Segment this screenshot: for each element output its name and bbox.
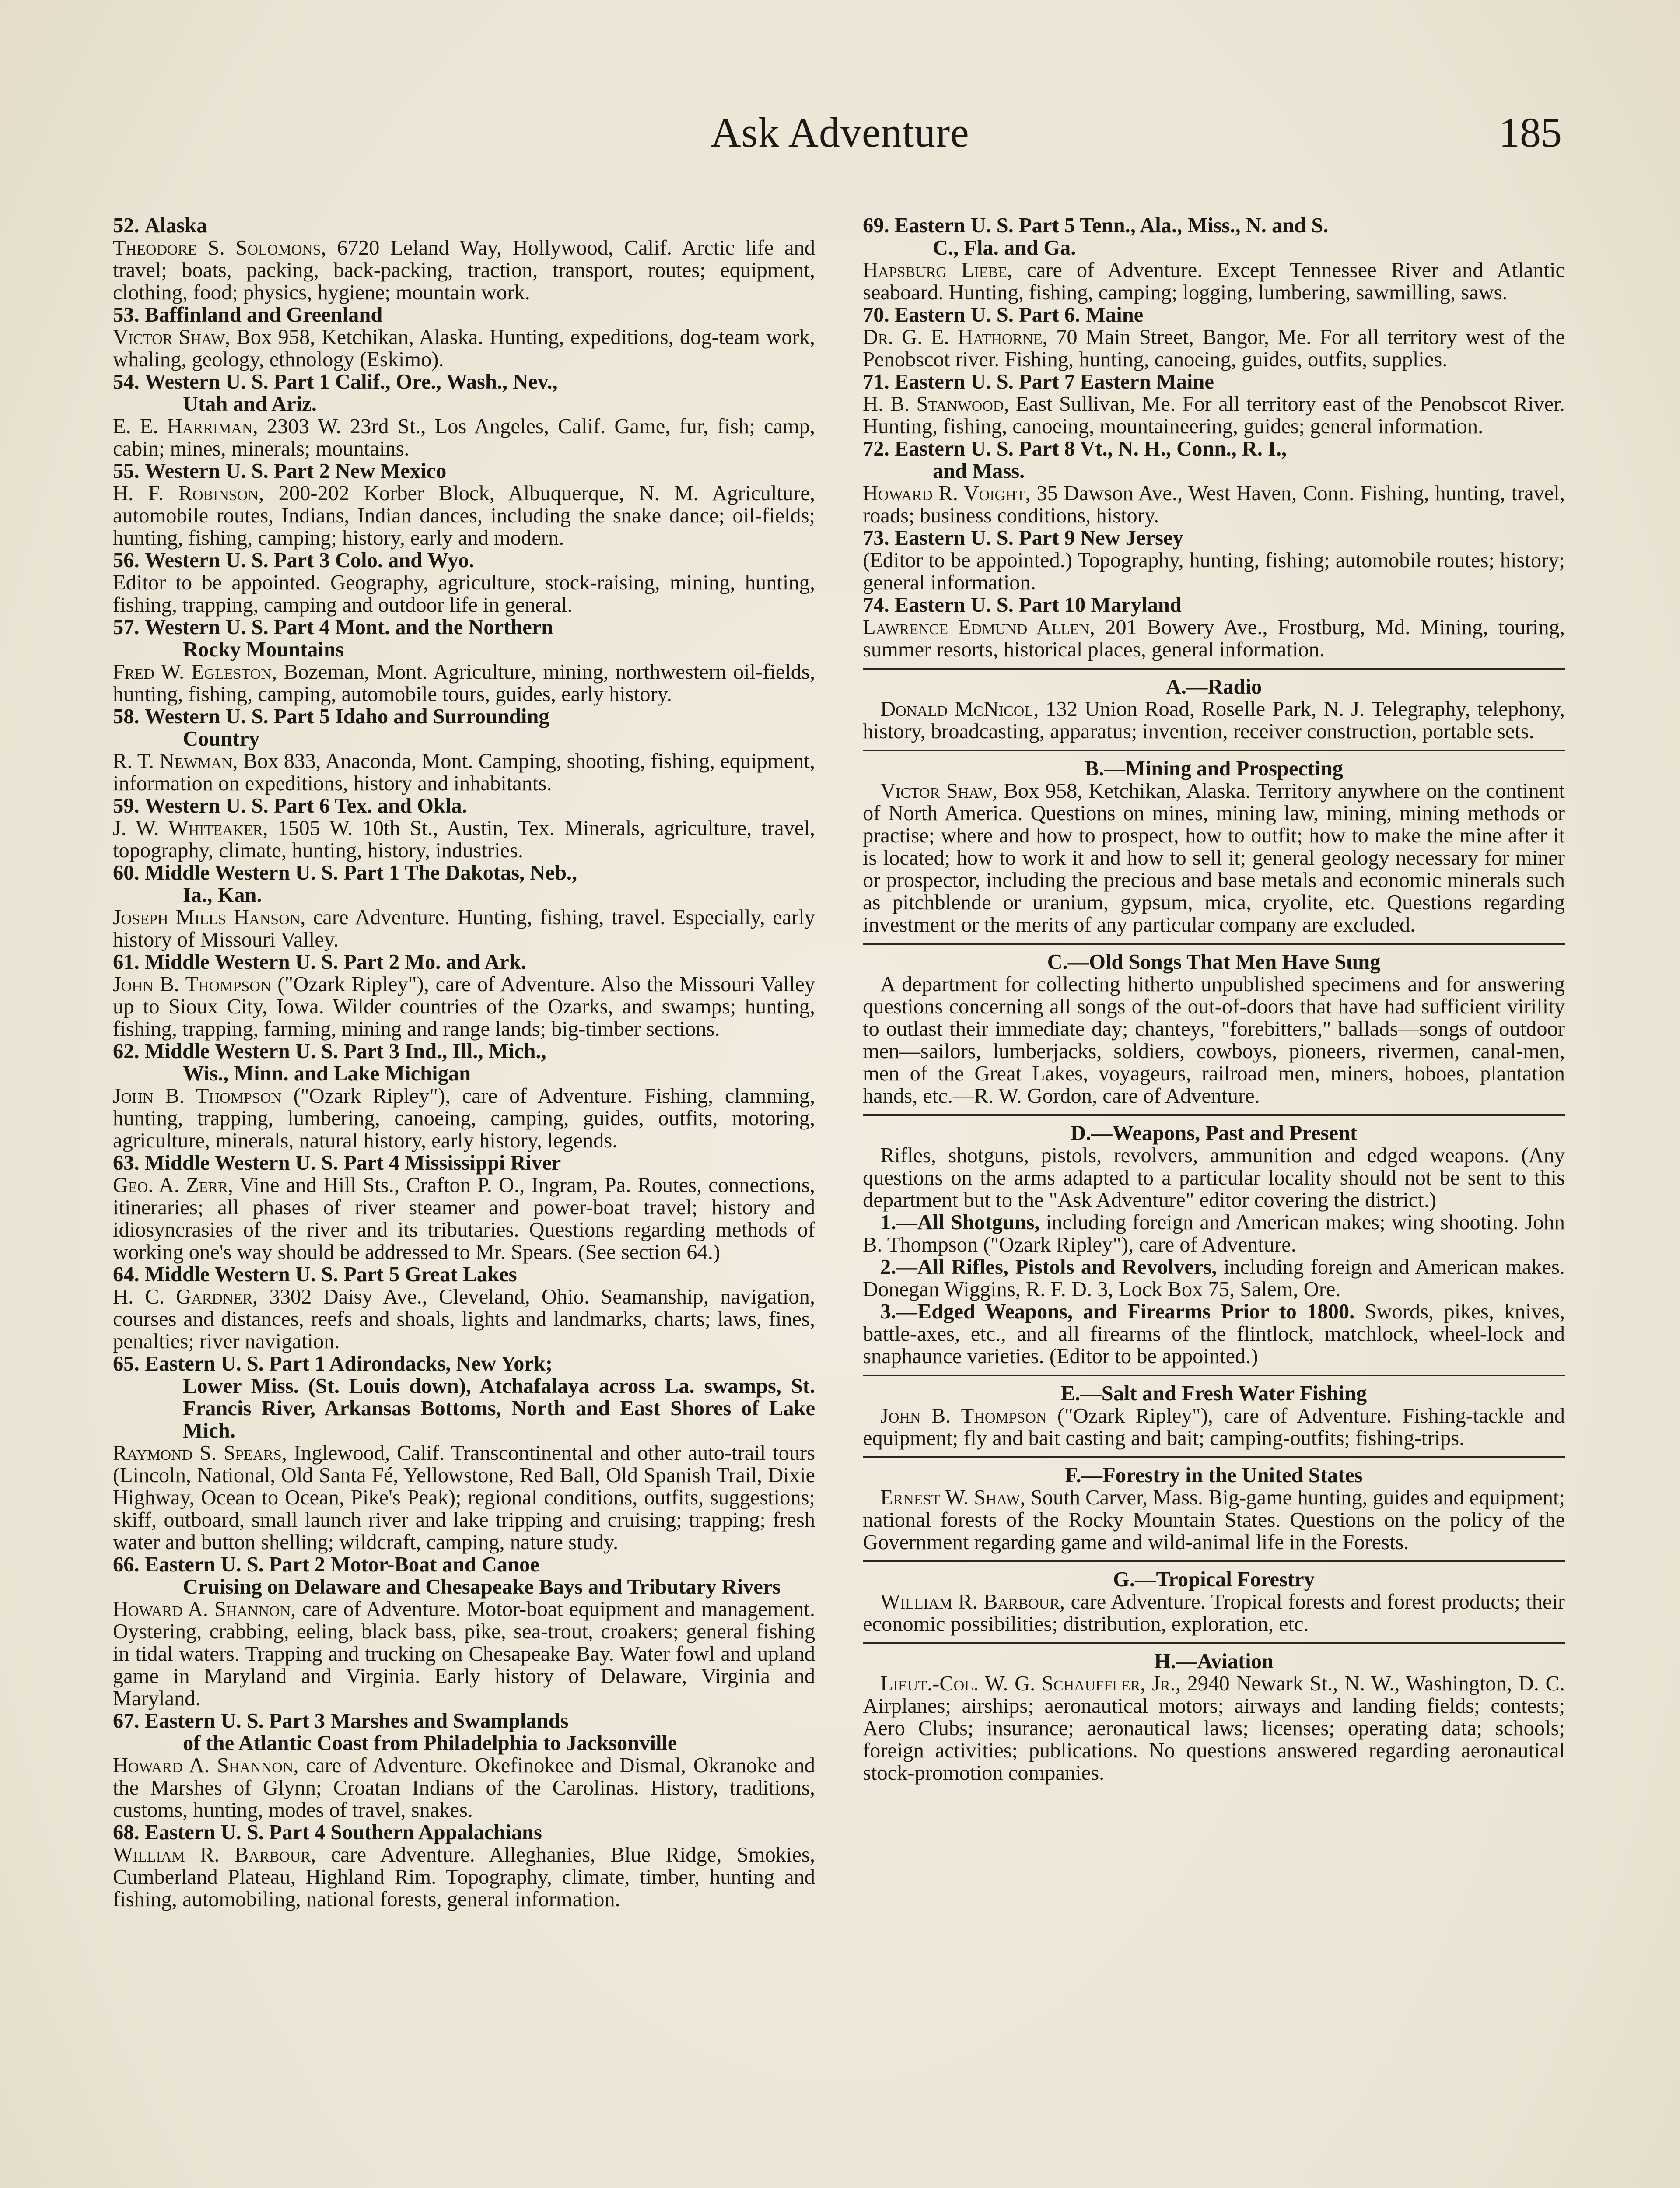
entry-person: Dr. G. E. Hathorne, bbox=[863, 326, 1048, 349]
entry-person: Lawrence Edmund Allen, bbox=[863, 616, 1095, 639]
entry bbox=[113, 1821, 815, 1911]
entry-text: 70 Main Street, Bangor, Me. For all territory west of the Penobscot river. Fishing, hunting, canoeing, guides, outfits, supplies. bbox=[863, 326, 1565, 371]
entry-number: 56. bbox=[113, 549, 140, 572]
entry-body bbox=[113, 415, 815, 460]
department-person: Ernest W. Shaw, bbox=[880, 1486, 1026, 1509]
entry-heading: Eastern U. S. Part 10 Maryland bbox=[894, 593, 1182, 617]
entry-heading: Eastern U. S. Part 1 Adirondacks, New York; bbox=[144, 1352, 553, 1375]
entry-number: 65. bbox=[113, 1352, 140, 1375]
entry-person: Victor Shaw, bbox=[113, 326, 231, 349]
entry-person: H. C. Gardner, bbox=[113, 1285, 258, 1308]
department-text: Rifles, shotguns, pistols, revolvers, ammunition and edged weapons. (Any questions on the arms adapted to a particular locality should not be sent to this department but to the "Ask Adventure" editor covering the district.) bbox=[863, 1144, 1565, 1212]
entry-body bbox=[863, 482, 1565, 527]
entry-person: Geo. A. Zerr, bbox=[113, 1174, 233, 1197]
entry bbox=[113, 371, 815, 460]
subsection-heading: 1.—All Shotguns, bbox=[880, 1211, 1040, 1234]
department-text: 132 Union Road, Roselle Park, N. J. Telegraphy, telephony, history, broadcasting, apparatus; invention, receiver construction, portable sets. bbox=[863, 698, 1565, 743]
entry-heading: Western U. S. Part 5 Idaho and Surrounding bbox=[144, 705, 550, 728]
entry-heading: Middle Western U. S. Part 1 The Dakotas, Neb., bbox=[144, 861, 578, 884]
entry-heading: Eastern U. S. Part 2 Motor-Boat and Canoe bbox=[144, 1553, 539, 1576]
entry-heading: Eastern U. S. Part 7 Eastern Maine bbox=[894, 370, 1214, 393]
entry-heading: Middle Western U. S. Part 4 Mississippi River bbox=[144, 1151, 561, 1175]
entry-body bbox=[113, 326, 815, 371]
section-divider bbox=[863, 1375, 1565, 1376]
left-column bbox=[113, 214, 815, 1911]
entry bbox=[113, 214, 815, 304]
section-divider bbox=[863, 1456, 1565, 1458]
entry-text: Vine and Hill Sts., Crafton P. O., Ingram, Pa. Routes, connections, itineraries; all phases of river steamer and power-boat travel; history and idiosyncrasies of the river and its tributaries. Questions regarding methods of working one's way should be addressed to Mr. Spears. (See section 64.) bbox=[113, 1174, 816, 1264]
entry bbox=[113, 795, 815, 862]
entry-text: Inglewood, Calif. Transcontinental and other auto-trail tours (Lincoln, National, Old Santa Fé, Yellowstone, Red Ball, Old Spanish Trail, Dixie Highway, Ocean to Ocean, Pike's Peak); regional conditions, outfits, suggestions; skiff, outboard, small launch river and lake tripping and cruising; trapping; fresh water and button shelling; wildcraft, camping, nature study. bbox=[113, 1441, 816, 1554]
department-text: A department for collecting hitherto unpublished specimens and for answering questions concerning all songs of the out-of-doors that have had sufficient virility to outlast their immediate day; chanteys, "forebitters," ballads—songs of outdoor men—sailors, lumberjacks, soldiers, cowboys, pioneers, rivermen, canal-men, men of the Great Lakes, voyageurs, railroad men, miners, hoboes, plantation hands, etc.—R. W. Gordon, care of Adventure. bbox=[863, 973, 1565, 1108]
entry-person: Raymond S. Spears, bbox=[113, 1441, 287, 1465]
entry-text: care of Adventure. Except Tennessee River and Atlantic seaboard. Hunting, fishing, camping; logging, lumbering, sawmilling, saws. bbox=[863, 259, 1565, 304]
entry-subheading: Ia., Kan. bbox=[183, 884, 262, 907]
entry-subheading: C., Fla. and Ga. bbox=[933, 236, 1076, 259]
entry-text: care Adventure. Hunting, fishing, travel. Especially, early history of Missouri Valley. bbox=[113, 906, 816, 951]
entry-heading: Eastern U. S. Part 9 New Jersey bbox=[894, 526, 1183, 550]
department-body bbox=[863, 1673, 1565, 1784]
entry-number: 74. bbox=[863, 593, 889, 617]
entry bbox=[113, 304, 815, 371]
department-aviation bbox=[863, 1642, 1565, 1784]
entry-heading: Western U. S. Part 1 Calif., Ore., Wash., Nev., bbox=[144, 370, 558, 393]
entry-number: 52. bbox=[113, 214, 140, 237]
entry-text: East Sullivan, Me. For all territory east of the Penobscot River. Hunting, fishing, canoeing, mountaineering, guides; general information. bbox=[863, 393, 1565, 438]
entry bbox=[113, 1553, 815, 1710]
entry-body bbox=[113, 1754, 815, 1821]
entry-heading: Eastern U. S. Part 8 Vt., N. H., Conn., R. I., bbox=[894, 437, 1287, 460]
entry-text: care of Adventure. Okefinokee and Dismal, Okranoke and the Marshes of Glynn; Croatan Indians of the Carolinas. History, traditions, customs, hunting, modes of travel, snakes. bbox=[113, 1754, 815, 1822]
entry-text: ("Ozark Ripley"), care of Adventure. Fishing, clamming, hunting, trapping, lumbering, canoeing, camping, guides, outfits, motoring, agriculture, minerals, natural history, early history, legends. bbox=[113, 1084, 815, 1152]
entry-heading: Eastern U. S. Part 4 Southern Appalachians bbox=[144, 1821, 542, 1844]
entry-number: 70. bbox=[863, 303, 889, 326]
entry-text: ("Ozark Ripley"), care of Adventure. Also the Missouri Valley up to Sioux City, Iowa. Wilder countries of the Ozarks, and swamps; hunting, fishing, trapping, farming, mining and range lands; big-timber sections. bbox=[113, 973, 816, 1041]
entry-heading: Middle Western U. S. Part 2 Mo. and Ark. bbox=[144, 950, 526, 974]
entry-number: 67. bbox=[113, 1709, 140, 1732]
department-radio bbox=[863, 668, 1565, 743]
entry-text: 1505 W. 10th St., Austin, Tex. Minerals, agriculture, travel, topography, climate, hunting, history, industries. bbox=[113, 817, 816, 862]
department-body bbox=[863, 1144, 1565, 1211]
entry bbox=[113, 951, 815, 1040]
department-mining bbox=[863, 750, 1565, 936]
entry-body bbox=[863, 259, 1565, 304]
entry-text: 3302 Daisy Ave., Cleveland, Ohio. Seamanship, navigation, courses and distances, reefs and shoals, lights and landmarks, charts; laws, fines, penalties; river navigation. bbox=[113, 1285, 816, 1353]
entry-text: care Adventure. Alleghanies, Blue Ridge, Smokies, Cumberland Plateau, Highland Rim. Topography, climate, timber, hunting and fishing, automobiling, national forests, general information. bbox=[113, 1843, 816, 1911]
entry-text: Editor to be appointed. Geography, agriculture, stock-raising, mining, hunting, fishing, trapping, camping and outdoor life in general. bbox=[113, 571, 815, 617]
department-weapons bbox=[863, 1114, 1565, 1368]
department-text: Box 958, Ketchikan, Alaska. Territory anywhere on the continent of North America. Questions on mines, mining law, mining, mining methods or practise; where and how to prospect, how to outfit; how to make the mine after it is located; how to work it and how to sell it; general geology necessary for miner or prospector, including the precious and base metals and economic minerals such as pitchblende or uranium, gypsum, mica, cryolite, etc. Questions regarding investment or the merits of any particular company are excluded. bbox=[863, 779, 1565, 936]
entry bbox=[113, 616, 815, 705]
department-person: Donald McNicol, bbox=[880, 698, 1039, 721]
entry bbox=[113, 460, 815, 549]
entry-person: Howard A. Shannon, bbox=[113, 1598, 296, 1621]
entry-number: 61. bbox=[113, 950, 140, 974]
entry-number: 59. bbox=[113, 794, 140, 817]
entry-number: 58. bbox=[113, 705, 140, 728]
entry-person: Fred W. Egleston, bbox=[113, 660, 277, 684]
entry-body bbox=[113, 1174, 815, 1263]
entry-text: 200-202 Korber Block, Albuquerque, N. M. Agriculture, automobile routes, Indians, Indian dances, including the snake dance; oil-fields; hunting, fishing, camping; history, early and modern. bbox=[113, 482, 815, 550]
entry-heading: Western U. S. Part 4 Mont. and the Northern bbox=[144, 616, 553, 639]
department-title: F.—Forestry in the United States bbox=[1065, 1464, 1363, 1487]
entry bbox=[113, 549, 815, 616]
entry-body bbox=[113, 1085, 815, 1152]
entry-person: John B. Thompson bbox=[113, 1084, 282, 1108]
entry bbox=[113, 1152, 815, 1263]
entry-heading: Western U. S. Part 3 Colo. and Wyo. bbox=[144, 549, 474, 572]
entry-body bbox=[113, 750, 815, 795]
entry-text: Box 833, Anaconda, Mont. Camping, shooting, fishing, equipment, information on expeditions, history and inhabitants. bbox=[113, 750, 815, 795]
entry-text: 35 Dawson Ave., West Haven, Conn. Fishing, hunting, travel, roads; business conditions, history. bbox=[863, 482, 1565, 527]
department-fishing bbox=[863, 1375, 1565, 1449]
department-title: B.—Mining and Prospecting bbox=[1085, 757, 1343, 780]
department-body bbox=[863, 1591, 1565, 1635]
weapons-subsection bbox=[863, 1211, 1565, 1256]
entry-subheading: Utah and Ariz. bbox=[183, 393, 317, 416]
department-person: William R. Barbour, bbox=[880, 1590, 1065, 1613]
entry bbox=[113, 1040, 815, 1152]
entry-heading: Baffinland and Greenland bbox=[144, 303, 383, 326]
entry-text: 2303 W. 23rd St., Los Angeles, Calif. Game, fur, fish; camp, cabin; mines, minerals; mountains. bbox=[113, 415, 815, 460]
entry-body bbox=[113, 482, 815, 549]
entry-number: 60. bbox=[113, 861, 140, 884]
page-title: Ask Adventure bbox=[710, 109, 970, 156]
entry-number: 68. bbox=[113, 1821, 140, 1844]
department-title: H.—Aviation bbox=[1154, 1650, 1274, 1673]
entry-person: R. T. Newman, bbox=[113, 750, 238, 773]
department-title: D.—Weapons, Past and Present bbox=[1070, 1122, 1358, 1145]
entry-subheading: Rocky Mountains bbox=[183, 638, 344, 661]
entry-subheading: Cruising on Delaware and Chesapeake Bays and Tributary Rivers bbox=[183, 1575, 781, 1599]
department-tropical-forestry bbox=[863, 1560, 1565, 1635]
section-divider bbox=[863, 1642, 1565, 1644]
entry-heading: Western U. S. Part 2 New Mexico bbox=[144, 459, 447, 483]
department-body bbox=[863, 780, 1565, 936]
entry-text: (Editor to be appointed.) Topography, hunting, fishing; automobile routes; history; general information. bbox=[863, 549, 1565, 594]
entry-number: 63. bbox=[113, 1151, 140, 1175]
entry-subheading: Wis., Minn. and Lake Michigan bbox=[183, 1062, 471, 1085]
department-body bbox=[863, 698, 1565, 743]
department-forestry bbox=[863, 1456, 1565, 1553]
entry-body bbox=[113, 817, 815, 862]
entry bbox=[863, 594, 1565, 661]
department-title: G.—Tropical Forestry bbox=[1113, 1568, 1315, 1591]
department-body bbox=[863, 1405, 1565, 1449]
entry-number: 53. bbox=[113, 303, 140, 326]
department-text: South Carver, Mass. Big-game hunting, guides and equipment; national forests of the Rocky Mountain States. Questions on the policy of the Government regarding game and wild-animal life in the Forests. bbox=[863, 1486, 1565, 1554]
entry-number: 73. bbox=[863, 526, 889, 550]
entry bbox=[113, 1263, 815, 1353]
entry bbox=[863, 371, 1565, 438]
right-column bbox=[863, 214, 1565, 1784]
entry-body bbox=[113, 237, 815, 304]
entry-person: J. W. Whiteaker, bbox=[113, 817, 268, 840]
section-divider bbox=[863, 1114, 1565, 1116]
entry-person: H. B. Stanwood, bbox=[863, 393, 1009, 416]
subsection-text: Swords, pikes, knives, battle-axes, etc., and all firearms of the flintlock, matchlock, wheel-lock and snaphaunce varieties. (Editor to be appointed.) bbox=[863, 1300, 1565, 1368]
entry-body bbox=[113, 1442, 815, 1553]
department-person: Lieut.-Col. W. G. Schauffler, Jr., bbox=[880, 1672, 1181, 1695]
entry-number: 64. bbox=[113, 1263, 140, 1286]
entry-person: Howard R. Voight, bbox=[863, 482, 1031, 505]
entry-number: 55. bbox=[113, 459, 140, 483]
entry-number: 57. bbox=[113, 616, 140, 639]
entry-person: Howard A. Shannon, bbox=[113, 1754, 299, 1777]
department-title: C.—Old Songs That Men Have Sung bbox=[1047, 950, 1381, 974]
entry-body bbox=[113, 572, 815, 616]
entry-body bbox=[863, 616, 1565, 661]
entry bbox=[113, 1710, 815, 1821]
department-title: A.—Radio bbox=[1166, 675, 1262, 698]
entry-person: Theodore S. Solomons, bbox=[113, 236, 326, 259]
entry-person: H. F. Robinson, bbox=[113, 482, 264, 505]
section-divider bbox=[863, 943, 1565, 945]
entry-number: 54. bbox=[113, 370, 140, 393]
entry-body bbox=[863, 326, 1565, 371]
page-number: 185 bbox=[1499, 109, 1562, 156]
entry-person: E. E. Harriman, bbox=[113, 415, 258, 438]
section-divider bbox=[863, 1560, 1565, 1562]
entry-heading: Eastern U. S. Part 6. Maine bbox=[894, 303, 1144, 326]
department-text: care Adventure. Tropical forests and forest products; their economic possibilities; distribution, exploration, etc. bbox=[863, 1590, 1565, 1636]
entry-body bbox=[113, 906, 815, 951]
department-person: Victor Shaw, bbox=[880, 779, 998, 803]
entry-heading: Middle Western U. S. Part 3 Ind., Ill., Mich., bbox=[144, 1040, 546, 1063]
entry-text: 6720 Leland Way, Hollywood, Calif. Arctic life and travel; boats, packing, back-packing, traction, transport, routes; equipment, clothing, food; physics, hygiene; mountain work. bbox=[113, 236, 815, 304]
entry-subheading: Country bbox=[183, 727, 260, 750]
section-divider bbox=[863, 750, 1565, 751]
entry-number: 72. bbox=[863, 437, 889, 460]
entry-person: Hapsburg Liebe, bbox=[863, 259, 1013, 282]
entry-person: John B. Thompson bbox=[113, 973, 271, 996]
entry-body bbox=[113, 1286, 815, 1353]
entry-text: Bozeman, Mont. Agriculture, mining, northwestern oil-fields, hunting, fishing, camping, automobile tours, guides, early history. bbox=[113, 660, 815, 706]
department-text: 2940 Newark St., N. W., Washington, D. C. Airplanes; airships; aeronautical motors; airways and landing fields; contests; Aero Clubs; insurance; aeronautical laws; licenses; operating data; schools; foreign activities; publications. No questions answered regarding aeronautical stock-promotion companies. bbox=[863, 1672, 1565, 1785]
entry-text: care of Adventure. Motor-boat equipment and management. Oystering, crabbing, eeling, black bass, pike, sea-trout, croakers; general fishing in tidal waters. Trapping and trucking on Chesapeake Bay. Water fowl and upland game in Maryland and Virginia. Early history of Delaware, Virginia and Maryland. bbox=[113, 1598, 815, 1710]
entry-heading: Middle Western U. S. Part 5 Great Lakes bbox=[144, 1263, 517, 1286]
subsection-heading: 2.—All Rifles, Pistols and Revolvers, bbox=[880, 1255, 1217, 1279]
entry-text: Box 958, Ketchikan, Alaska. Hunting, expeditions, dog-team work, whaling, geology, ethnology (Eskimo). bbox=[113, 326, 815, 371]
subsection-heading: 3.—Edged Weapons, and Firearms Prior to 1800. bbox=[880, 1300, 1355, 1323]
department-old-songs bbox=[863, 943, 1565, 1107]
entry-body bbox=[863, 549, 1565, 594]
entry-body bbox=[113, 661, 815, 705]
department-text: ("Ozark Ripley"), care of Adventure. Fishing-tackle and equipment; fly and bait casting and bait; camping-outfits; fishing-trips. bbox=[863, 1404, 1565, 1450]
weapons-subsection bbox=[863, 1301, 1565, 1368]
entry bbox=[863, 438, 1565, 527]
weapons-subsection bbox=[863, 1256, 1565, 1301]
entry-heading: Eastern U. S. Part 5 Tenn., Ala., Miss., N. and S. bbox=[894, 214, 1329, 237]
entry-number: 71. bbox=[863, 370, 889, 393]
entry bbox=[863, 527, 1565, 594]
entry bbox=[113, 1353, 815, 1553]
entry-number: 66. bbox=[113, 1553, 140, 1576]
entry-heading: Alaska bbox=[144, 214, 207, 237]
department-body bbox=[863, 973, 1565, 1107]
entry-person: William R. Barbour, bbox=[113, 1843, 316, 1866]
entry-body bbox=[113, 1844, 815, 1911]
entry-text: 201 Bowery Ave., Frostburg, Md. Mining, touring, summer resorts, historical places, general information. bbox=[863, 616, 1565, 661]
entry bbox=[113, 705, 815, 795]
section-divider bbox=[863, 668, 1565, 670]
subsection-text: including foreign and American makes; wing shooting. John B. Thompson ("Ozark Ripley"), care of Adventure. bbox=[863, 1211, 1565, 1256]
subsection-text: including foreign and American makes. Donegan Wiggins, R. F. D. 3, Lock Box 75, Salem, Ore. bbox=[863, 1255, 1565, 1301]
entry-subheading: Lower Miss. (St. Louis down), Atchafalaya across La. swamps, St. Francis River, Arkansas Bottoms, North and East Shores of Lake Mich. bbox=[183, 1375, 815, 1442]
department-title: E.—Salt and Fresh Water Fishing bbox=[1060, 1382, 1367, 1405]
entry-body bbox=[113, 1598, 815, 1710]
entry-number: 69. bbox=[863, 214, 889, 237]
entry-body bbox=[113, 973, 815, 1040]
entry bbox=[113, 862, 815, 951]
entry-body bbox=[863, 393, 1565, 438]
department-person: John B. Thompson bbox=[880, 1404, 1047, 1427]
entry bbox=[863, 214, 1565, 304]
entry-heading: Western U. S. Part 6 Tex. and Okla. bbox=[144, 794, 467, 817]
entry-subheading: of the Atlantic Coast from Philadelphia to Jacksonville bbox=[183, 1732, 677, 1755]
entry bbox=[863, 304, 1565, 371]
entry-heading: Eastern U. S. Part 3 Marshes and Swamplands bbox=[144, 1709, 569, 1732]
entry-number: 62. bbox=[113, 1040, 140, 1063]
department-body bbox=[863, 1487, 1565, 1553]
entry-subheading: and Mass. bbox=[933, 459, 1025, 483]
entry-person: Joseph Mills Hanson, bbox=[113, 906, 306, 929]
